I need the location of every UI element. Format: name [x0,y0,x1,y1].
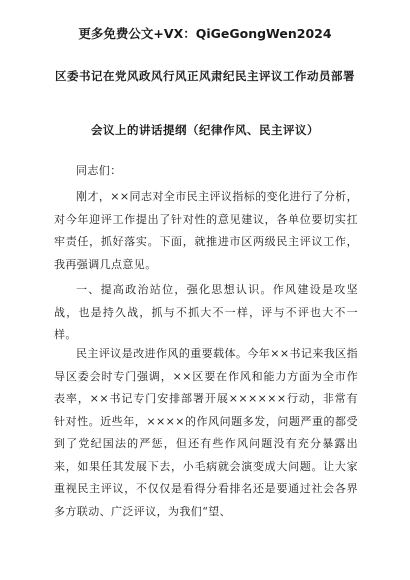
paragraph-1 [54,186,358,276]
greeting-text: 同志们： [76,164,122,177]
header-watermark-line: 更多免费公文+VX：QiGeGongWen2024 [78,26,332,41]
paragraph-text: 刚才，××同志对全市民主评议指标的变化进行了分析，对今年迎评工作提出了针对性的意见建议，各单位要切实扛牢责任，抓好落实。下面，就推进市区两级民主评议工作，我再强调几点意见。 [54,190,358,271]
greeting [54,160,358,183]
paragraph-text: 民主评议是改进作风的重要载体。今年××书记来我区指导区委会时专门强调，××区要在作风和能力方面为全市作表率，××书记专门安排部署开展××××××行动，非常有针对性。近些年，××××的作风问题多发，问题严重的都受到了党纪国法的严惩，但还有些作风问题没有充分暴露出来，如果任其发展下去，小毛病就会演变成大问题。让大家重视民主评议，不仅仅是看得分看排名还是要通过社会各界多方联动、广泛评议，为我们“望、 [54,347,358,518]
paragraph-text: 一、提高政治站位，强化思想认识。作风建设是攻坚战，也是持久战，抓与不抓大不一样，评与不评也大不一样。 [54,283,358,341]
paragraph-2 [54,279,358,347]
document-title-line-1: 区委书记在党风政风行风正风肃纪民主评议工作动员部署 [55,69,355,83]
document-title-line-2: 会议上的讲话提纲（纪律作风、民主评议） [91,123,319,137]
paragraph-3 [54,343,358,523]
